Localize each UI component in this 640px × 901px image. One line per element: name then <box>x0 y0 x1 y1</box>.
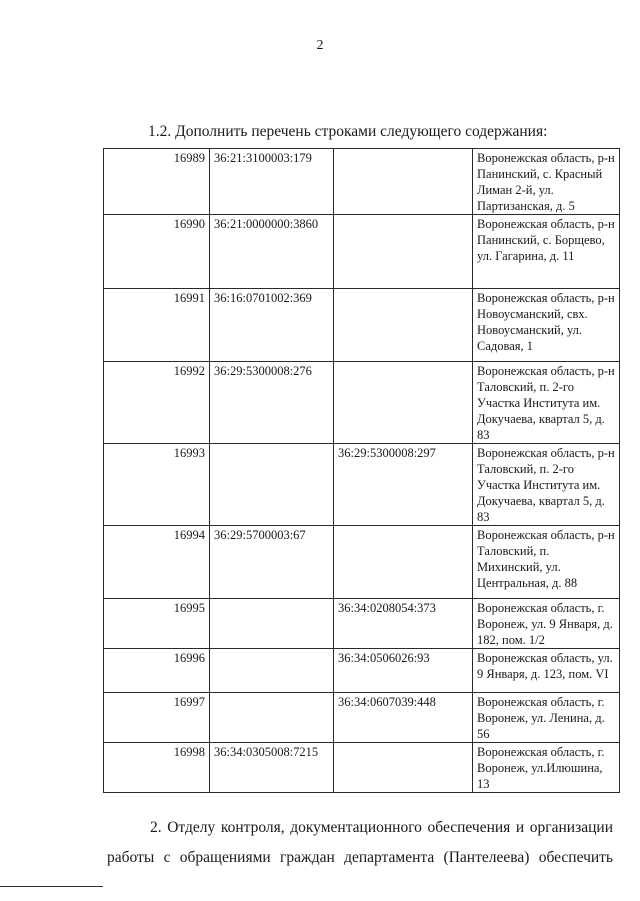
cadastral-number-cell: 36:21:0000000:3860 <box>210 215 334 289</box>
cadastral-number-2-cell <box>334 743 473 793</box>
cadastral-number-2-cell: 36:34:0506026:93 <box>334 649 473 693</box>
row-number-cell: 16992 <box>104 362 210 444</box>
paragraph-2-line-2: работы с обращениями граждан департамента (Пантелеева) обеспечить <box>107 849 613 866</box>
address-cell: Воронежская область, г. Воронеж, ул. 9 Января, д. 182, пом. 1/2 <box>473 599 620 649</box>
address-cell: Воронежская область, р-н Новоусманский, свх. Новоусманский, ул. Садовая, 1 <box>473 289 620 362</box>
page-number: 2 <box>316 38 324 53</box>
row-number-cell: 16991 <box>104 289 210 362</box>
cadastral-number-cell <box>210 599 334 649</box>
table-row <box>104 289 620 362</box>
table-row <box>104 444 620 526</box>
cadastral-number-cell: 36:16:0701002:369 <box>210 289 334 362</box>
paragraph-2-line-1: 2. Отделу контроля, документационного обеспечения и организации <box>150 819 613 836</box>
address-cell: Воронежская область, г. Воронеж, ул.Илюшина, 13 <box>473 743 620 793</box>
table-row <box>104 215 620 289</box>
address-cell: Воронежская область, р-н Панинский, с. Борщево, ул. Гагарина, д. 11 <box>473 215 620 289</box>
row-number-cell: 16990 <box>104 215 210 289</box>
table-row <box>104 362 620 444</box>
cadastral-number-2-cell: 36:34:0208054:373 <box>334 599 473 649</box>
cadastral-number-cell: 36:34:0305008:7215 <box>210 743 334 793</box>
cadastral-number-cell <box>210 649 334 693</box>
cadastral-number-2-cell <box>334 215 473 289</box>
row-number-cell: 16993 <box>104 444 210 526</box>
row-number-cell: 16996 <box>104 649 210 693</box>
cadastral-number-cell: 36:29:5700003:67 <box>210 526 334 599</box>
address-cell: Воронежская область, р-н Таловский, п. Михинский, ул. Центральная, д. 88 <box>473 526 620 599</box>
table-row <box>104 149 620 215</box>
cadastral-number-cell <box>210 444 334 526</box>
cadastral-number-2-cell <box>334 149 473 215</box>
cadastral-number-cell: 36:21:3100003:179 <box>210 149 334 215</box>
cadastral-number-2-cell <box>334 526 473 599</box>
table-row <box>104 693 620 743</box>
table-row <box>104 526 620 599</box>
cadastral-number-2-cell <box>334 289 473 362</box>
footnote-rule <box>0 886 103 887</box>
table-row <box>104 743 620 793</box>
property-registry-table <box>103 148 620 793</box>
table-row <box>104 599 620 649</box>
cadastral-number-2-cell <box>334 362 473 444</box>
section-intro: 1.2. Дополнить перечень строками следующего содержания: <box>148 123 548 140</box>
row-number-cell: 16998 <box>104 743 210 793</box>
cadastral-number-2-cell: 36:29:5300008:297 <box>334 444 473 526</box>
address-cell: Воронежская область, р-н Панинский, с. Красный Лиман 2-й, ул. Партизанская, д. 5 <box>473 149 620 215</box>
row-number-cell: 16994 <box>104 526 210 599</box>
cadastral-number-cell: 36:29:5300008:276 <box>210 362 334 444</box>
address-cell: Воронежская область, р-н Таловский, п. 2-го Участка Института им. Докучаева, квартал 5, д. 83 <box>473 362 620 444</box>
row-number-cell: 16989 <box>104 149 210 215</box>
row-number-cell: 16997 <box>104 693 210 743</box>
address-cell: Воронежская область, г. Воронеж, ул. Ленина, д. 56 <box>473 693 620 743</box>
address-cell: Воронежская область, ул. 9 Января, д. 123, пом. VI <box>473 649 620 693</box>
row-number-cell: 16995 <box>104 599 210 649</box>
cadastral-number-cell <box>210 693 334 743</box>
table-row <box>104 649 620 693</box>
registry-table-body <box>104 149 620 793</box>
cadastral-number-2-cell: 36:34:0607039:448 <box>334 693 473 743</box>
address-cell: Воронежская область, р-н Таловский, п. 2-го Участка Института им. Докучаева, квартал 5, д. 83 <box>473 444 620 526</box>
